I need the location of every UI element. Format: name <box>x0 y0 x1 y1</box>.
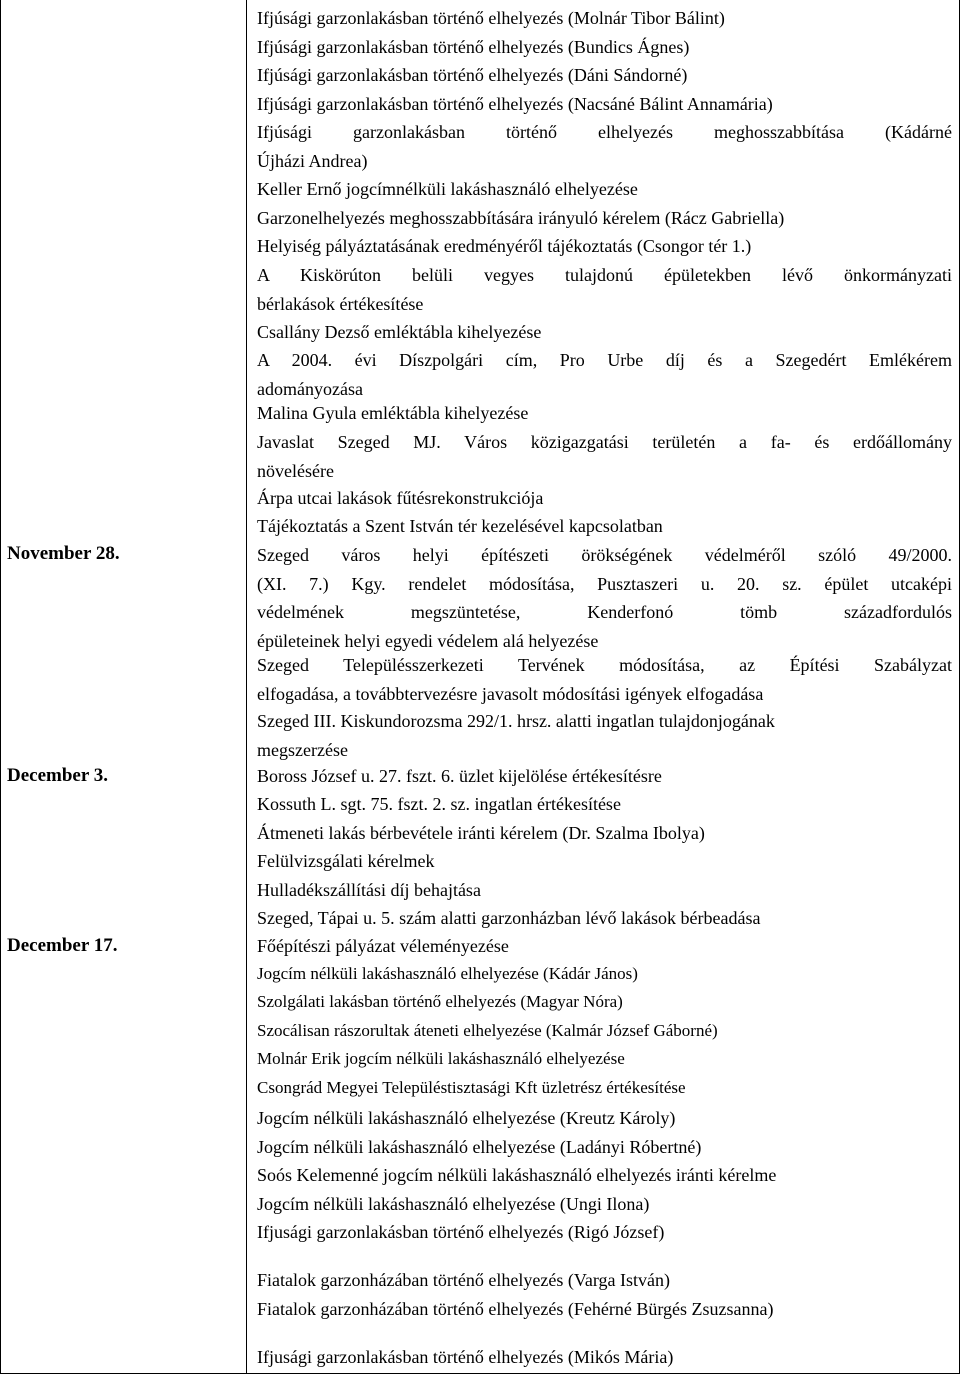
agenda-item-text: Ifjúsági garzonlakásban történő elhelyezés (Dáni Sándorné) <box>257 65 688 85</box>
agenda-item <box>257 1133 952 1162</box>
agenda-item <box>257 90 952 119</box>
agenda-item-text: Jogcím nélküli lakáshasználó elhelyezése (Ungi Ilona) <box>257 1194 650 1214</box>
agenda-item <box>257 4 952 33</box>
agenda-item <box>257 1343 952 1372</box>
date-label-november-28: November 28. <box>7 543 120 564</box>
agenda-item-text: épületeinek helyi egyedi védelem alá helyezése <box>257 630 599 651</box>
agenda-item <box>257 1266 952 1295</box>
agenda-item-text: növelésére <box>257 460 334 481</box>
agenda-item <box>257 33 952 62</box>
agenda-item-text: Felülvizsgálati kérelmek <box>257 851 435 871</box>
agenda-item-text: Szocálisan rászorultak áteneti elhelyezése (Kalmár József Gáborné) <box>257 1021 718 1040</box>
agenda-item-text: Jogcím nélküli lakáshasználó elhelyezése (Kreutz Károly) <box>257 1108 676 1128</box>
agenda-item <box>257 512 952 541</box>
agenda-item <box>257 428 952 485</box>
agenda-item-text: Malina Gyula emléktábla kihelyezése <box>257 403 529 423</box>
agenda-item-text: A 2004. évi Díszpolgári cím, Pro Urbe díj és a Szegedért Emlékérem <box>257 350 952 370</box>
agenda-item-text: Szolgálati lakásban történő elhelyezés (Magyar Nóra) <box>257 992 623 1011</box>
agenda-item-text: A Kiskörúton belüli vegyes tulajdonú épületekben lévő önkormányzati <box>257 265 952 285</box>
agenda-item <box>257 1190 952 1219</box>
agenda-item-text: (XI. 7.) Kgy. rendelet módosítása, Pusztaszeri u. 20. sz. épület utcaképi <box>257 573 952 594</box>
agenda-item-text: Átmeneti lakás bérbevétele iránti kérelem (Dr. Szalma Ibolya) <box>257 823 705 843</box>
column-divider <box>246 0 247 1374</box>
agenda-item-text: Fiatalok garzonházában történő elhelyezés (Varga István) <box>257 1270 670 1290</box>
agenda-item <box>257 988 952 1017</box>
agenda-item <box>257 232 952 261</box>
agenda-item-text: Szeged Településszerkezeti Tervének módosítása, az Építési Szabályzat <box>257 655 952 675</box>
agenda-item <box>257 318 952 347</box>
date-label-december-3: December 3. <box>7 765 108 786</box>
agenda-item-text: Ifjusági garzonlakásban történő elhelyezés (Mikós Mária) <box>257 1347 674 1367</box>
agenda-item-text: Főépítészi pályázat véleményezése <box>257 936 509 956</box>
agenda-item <box>257 346 952 403</box>
agenda-item-text: Ifjusági garzonlakásban történő elhelyezés (Rigó József) <box>257 1222 665 1242</box>
agenda-item <box>257 904 952 933</box>
agenda-item <box>257 61 952 90</box>
agenda-item-text: Tájékoztatás a Szent István tér kezelésével kapcsolatban <box>257 516 663 536</box>
agenda-item <box>257 204 952 233</box>
agenda-item <box>257 175 952 204</box>
agenda-item-text: Ifjúsági garzonlakásban történő elhelyezés (Molnár Tibor Bálint) <box>257 8 725 28</box>
agenda-item <box>257 960 952 989</box>
agenda-item <box>257 876 952 905</box>
agenda-item <box>257 1017 952 1046</box>
agenda-item-text: Garzonelhelyezés meghosszabbítására irányuló kérelem (Rácz Gabriella) <box>257 208 785 228</box>
agenda-item-text: védelmének megszüntetése, Kenderfonó tömb századfordulós <box>257 602 952 623</box>
agenda-item <box>257 819 952 848</box>
agenda-item-text: Molnár Erik jogcím nélküli lakáshasználó elhelyezése <box>257 1049 625 1068</box>
agenda-item <box>257 847 952 876</box>
agenda-item <box>257 762 952 791</box>
agenda-item-text: Javaslat Szeged MJ. Város közigazgatási területén a fa- és erdőállomány <box>257 432 952 452</box>
agenda-item <box>257 651 952 708</box>
agenda-item-text: Helyiség pályáztatásának eredményéről tájékoztatás (Csongor tér 1.) <box>257 236 752 256</box>
agenda-item-text: Keller Ernő jogcímnélküli lakáshasználó elhelyezése <box>257 179 638 199</box>
agenda-item-text: elfogadása, a továbbtervezésre javasolt módosítási igények elfogadása <box>257 683 764 704</box>
agenda-item-text: Jogcím nélküli lakáshasználó elhelyezése (Kádár János) <box>257 964 638 983</box>
agenda-item-text: megszerzése <box>257 739 348 760</box>
agenda-item <box>257 932 952 961</box>
agenda-item <box>257 399 952 428</box>
agenda-item-text: Hulladékszállítási díj behajtása <box>257 880 481 900</box>
agenda-item-text: Szeged III. Kiskundorozsma 292/1. hrsz. alatti ingatlan tulajdonjogának <box>257 711 775 731</box>
agenda-item <box>257 541 952 655</box>
table-border-left <box>0 0 1 1374</box>
agenda-item-text: Csallány Dezső emléktábla kihelyezése <box>257 322 542 342</box>
agenda-item-text: Soós Kelemenné jogcím nélküli lakáshasználó elhelyezés iránti kérelme <box>257 1165 777 1185</box>
agenda-item-text: Csongrád Megyei Településtisztasági Kft üzletrész értékesítése <box>257 1078 686 1097</box>
agenda-item <box>257 1074 952 1103</box>
agenda-item-text: Szeged város helyi építészeti örökségének védelméről szóló 49/2000. <box>257 545 952 565</box>
agenda-item-text: Újházi Andrea) <box>257 150 368 171</box>
agenda-item-text: Szeged, Tápai u. 5. szám alatti garzonházban lévő lakások bérbeadása <box>257 908 761 928</box>
agenda-item <box>257 1161 952 1190</box>
agenda-item <box>257 261 952 318</box>
agenda-item-text: adományozása <box>257 378 363 399</box>
agenda-item-text: Jogcím nélküli lakáshasználó elhelyezése (Ladányi Róbertné) <box>257 1137 702 1157</box>
agenda-item-text: Ifjúsági garzonlakásban történő elhelyezés (Bundics Ágnes) <box>257 37 690 57</box>
agenda-item-text: Fiatalok garzonházában történő elhelyezés (Fehérné Bürgés Zsuzsanna) <box>257 1299 774 1319</box>
agenda-item <box>257 707 952 764</box>
agenda-item <box>257 1104 952 1133</box>
agenda-item-text: Boross József u. 27. fszt. 6. üzlet kijelölése értékesítésre <box>257 766 662 786</box>
agenda-item-text: Kossuth L. sgt. 75. fszt. 2. sz. ingatlan értékesítése <box>257 794 621 814</box>
agenda-item <box>257 1295 952 1324</box>
agenda-item <box>257 1045 952 1074</box>
date-label-december-17: December 17. <box>7 935 118 956</box>
agenda-item <box>257 118 952 175</box>
agenda-item-text: Árpa utcai lakások fűtésrekonstrukciója <box>257 488 544 508</box>
agenda-item-text: Ifjúsági garzonlakásban történő elhelyezés meghosszabbítása (Kádárné <box>257 122 952 142</box>
agenda-item-text: Ifjúsági garzonlakásban történő elhelyezés (Nacsáné Bálint Annamária) <box>257 94 773 114</box>
agenda-item <box>257 1218 952 1247</box>
agenda-item <box>257 790 952 819</box>
agenda-item <box>257 484 952 513</box>
agenda-item-text: bérlakások értékesítése <box>257 293 424 314</box>
